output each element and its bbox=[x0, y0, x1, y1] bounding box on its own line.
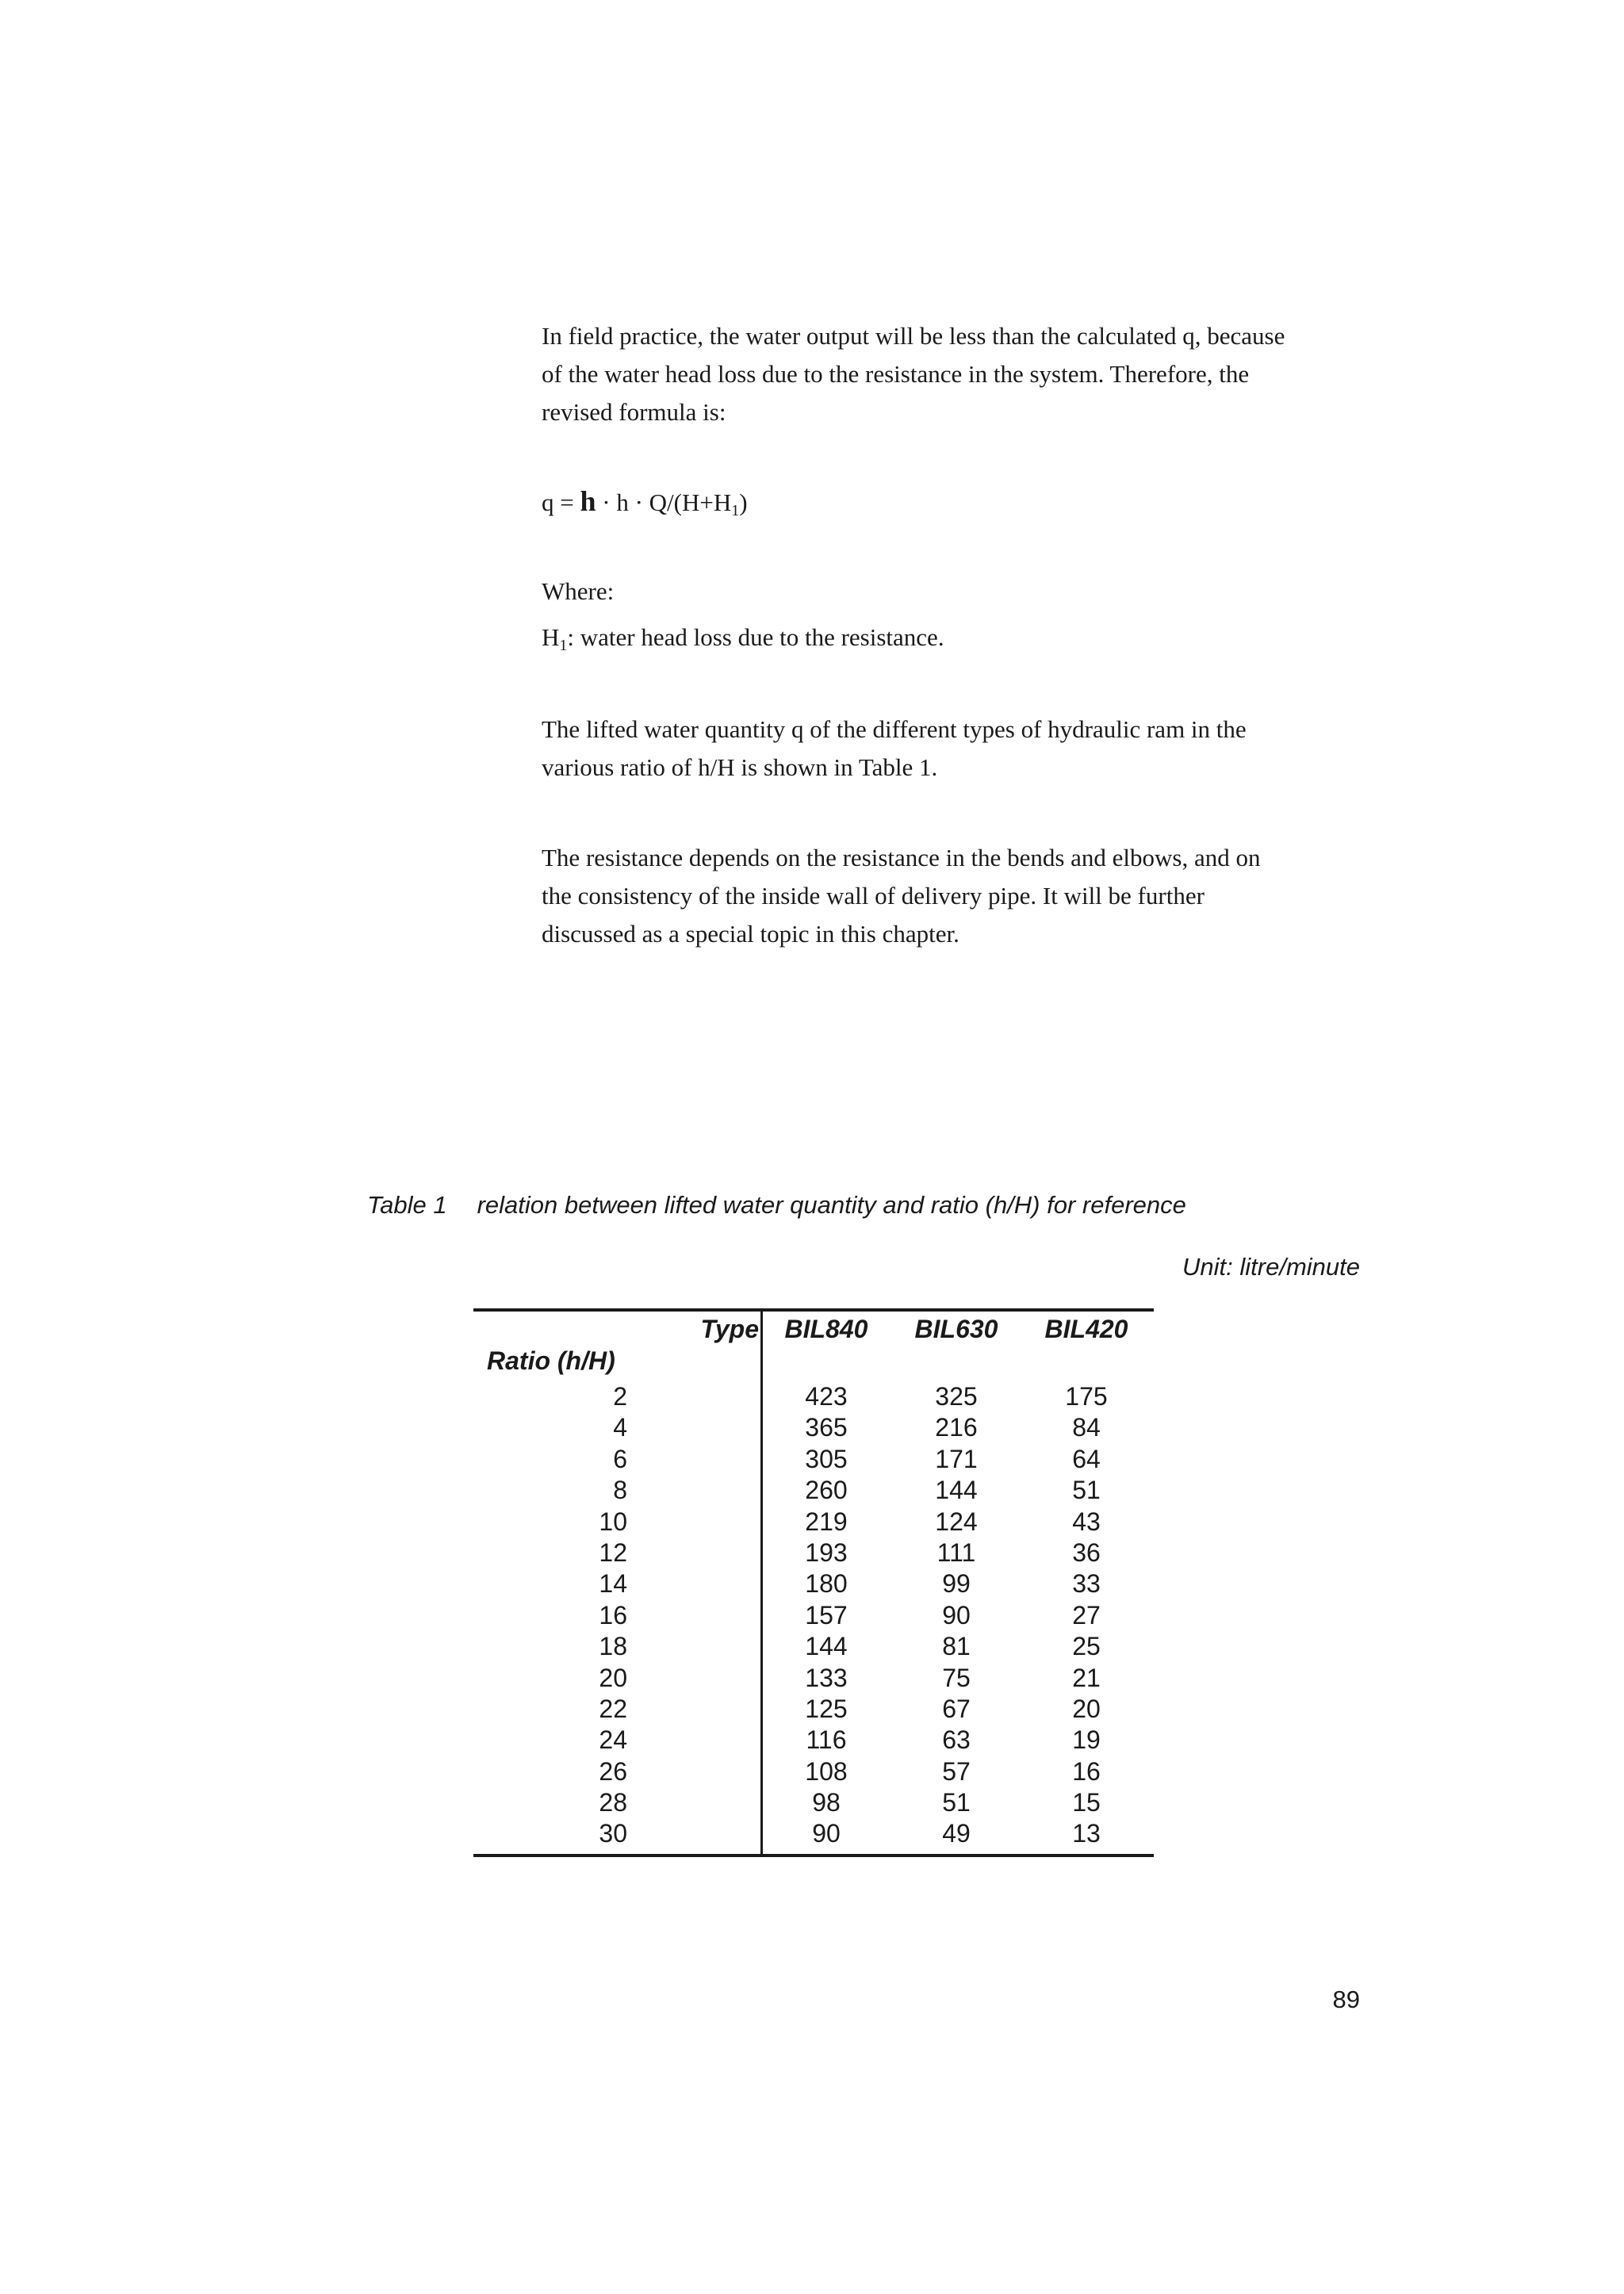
text-line: In field practice, the water output will be less than the calculated q, because bbox=[542, 322, 1285, 350]
table-bottom-rule bbox=[473, 1854, 1154, 1857]
column-header-bil840: BIL840 bbox=[784, 1315, 868, 1343]
paragraph-resistance bbox=[542, 839, 1366, 953]
ratio-cell: 6 bbox=[613, 1444, 627, 1473]
ratio-cell: 22 bbox=[599, 1694, 627, 1723]
value-cell-bil420: 175 bbox=[1065, 1382, 1108, 1411]
where-block bbox=[542, 573, 1366, 657]
h1-subscript: 1 bbox=[559, 637, 568, 654]
header-ratio: Ratio (h/H) bbox=[487, 1346, 615, 1375]
formula-line bbox=[542, 482, 1366, 522]
value-cell-bil630: 75 bbox=[942, 1663, 971, 1692]
table-unit: Unit: litre/minute bbox=[1182, 1253, 1360, 1281]
table-row bbox=[473, 1818, 1154, 1849]
text-line: The lifted water quantity q of the different types of hydraulic ram in the bbox=[542, 715, 1247, 743]
ratio-cell: 20 bbox=[599, 1663, 627, 1692]
value-cell-bil840: 116 bbox=[806, 1725, 847, 1755]
formula-subscript: 1 bbox=[731, 502, 740, 519]
value-cell-bil630: 325 bbox=[935, 1382, 978, 1411]
value-cell-bil630: 171 bbox=[935, 1444, 978, 1473]
where-label: Where: bbox=[542, 577, 615, 605]
table-row bbox=[473, 1475, 1154, 1506]
value-cell-bil630: 111 bbox=[936, 1538, 976, 1567]
value-cell-bil630: 90 bbox=[942, 1600, 971, 1630]
text-line: of the water head loss due to the resistance in the system. Therefore, the bbox=[542, 360, 1250, 388]
value-cell-bil630: 51 bbox=[942, 1788, 971, 1817]
value-cell-bil420: 27 bbox=[1072, 1600, 1101, 1630]
h1-definition bbox=[542, 618, 1366, 657]
value-cell-bil840: 365 bbox=[805, 1413, 848, 1442]
table-caption bbox=[367, 1191, 1186, 1220]
eta-symbol: h bbox=[580, 485, 596, 517]
value-cell-bil840: 219 bbox=[805, 1507, 848, 1536]
table-row bbox=[473, 1568, 1154, 1599]
value-cell-bil840: 260 bbox=[805, 1476, 848, 1505]
value-cell-bil420: 25 bbox=[1072, 1632, 1101, 1661]
value-cell-bil840: 90 bbox=[812, 1819, 841, 1848]
ratio-cell: 4 bbox=[613, 1413, 627, 1442]
value-cell-bil840: 180 bbox=[805, 1569, 848, 1599]
value-cell-bil840: 423 bbox=[805, 1382, 848, 1411]
value-cell-bil630: 63 bbox=[942, 1725, 971, 1755]
value-cell-bil840: 193 bbox=[805, 1538, 848, 1567]
value-cell-bil630: 124 bbox=[935, 1507, 978, 1536]
table-caption-number: Table 1 bbox=[367, 1191, 447, 1219]
value-cell-bil630: 57 bbox=[942, 1756, 971, 1786]
value-cell-bil420: 15 bbox=[1072, 1788, 1101, 1817]
value-cell-bil420: 13 bbox=[1072, 1819, 1101, 1848]
text-line: the consistency of the inside wall of delivery pipe. It will be further bbox=[542, 882, 1205, 910]
formula-lhs: q = bbox=[542, 488, 580, 516]
value-cell-bil840: 157 bbox=[805, 1600, 848, 1630]
table-row bbox=[473, 1538, 1154, 1568]
ratio-cell: 28 bbox=[599, 1788, 627, 1817]
paragraph-field-practice bbox=[542, 317, 1366, 431]
value-cell-bil420: 19 bbox=[1072, 1725, 1101, 1755]
table-body bbox=[473, 1381, 1154, 1850]
value-cell-bil840: 125 bbox=[805, 1694, 848, 1723]
formula bbox=[542, 482, 1366, 522]
header-type: Type bbox=[700, 1315, 759, 1343]
column-header-bil630: BIL630 bbox=[914, 1315, 998, 1343]
column-header-bil420: BIL420 bbox=[1044, 1315, 1128, 1343]
ratio-cell: 14 bbox=[599, 1569, 627, 1599]
value-cell-bil420: 64 bbox=[1072, 1444, 1101, 1473]
ratio-cell: 18 bbox=[599, 1632, 627, 1661]
ratio-cell: 26 bbox=[599, 1756, 627, 1786]
h1-symbol: H bbox=[542, 623, 560, 651]
ratio-cell: 24 bbox=[599, 1725, 627, 1755]
ratio-cell: 12 bbox=[599, 1538, 627, 1567]
value-cell-bil840: 133 bbox=[805, 1663, 848, 1692]
value-cell-bil420: 51 bbox=[1072, 1476, 1101, 1505]
table-row bbox=[473, 1787, 1154, 1818]
value-cell-bil630: 216 bbox=[935, 1413, 978, 1442]
ratio-cell: 30 bbox=[599, 1819, 627, 1848]
table-caption-text: relation between lifted water quantity and ratio (h/H) for reference bbox=[477, 1191, 1186, 1219]
ratio-cell: 16 bbox=[599, 1600, 627, 1630]
h1-text: : water head loss due to the resistance. bbox=[567, 623, 944, 651]
table-row bbox=[473, 1507, 1154, 1538]
text-line: discussed as a special topic in this chapter. bbox=[542, 920, 959, 948]
text-line: revised formula is: bbox=[542, 398, 726, 426]
text-line: various ratio of h/H is shown in Table 1. bbox=[542, 753, 938, 781]
value-cell-bil630: 99 bbox=[942, 1569, 971, 1599]
value-cell-bil840: 108 bbox=[805, 1756, 848, 1786]
paragraph-lifted-quantity bbox=[542, 710, 1366, 787]
value-cell-bil840: 144 bbox=[805, 1632, 848, 1661]
formula-rest: · h · Q/(H+H bbox=[596, 488, 732, 516]
table-row bbox=[473, 1444, 1154, 1475]
value-cell-bil840: 305 bbox=[805, 1444, 848, 1473]
page-number: 89 bbox=[1332, 1986, 1360, 2013]
table-top-rule bbox=[473, 1308, 1154, 1312]
value-cell-bil420: 84 bbox=[1072, 1413, 1101, 1442]
table-row bbox=[473, 1381, 1154, 1412]
table-row bbox=[473, 1412, 1154, 1443]
value-cell-bil420: 20 bbox=[1072, 1694, 1101, 1723]
value-cell-bil630: 49 bbox=[942, 1819, 971, 1848]
value-cell-bil840: 98 bbox=[812, 1788, 841, 1817]
ratio-cell: 10 bbox=[599, 1507, 627, 1536]
ratio-cell: 2 bbox=[613, 1382, 627, 1411]
table-row bbox=[473, 1725, 1154, 1756]
value-cell-bil630: 144 bbox=[935, 1476, 978, 1505]
value-cell-bil420: 21 bbox=[1072, 1663, 1101, 1692]
value-cell-bil420: 16 bbox=[1072, 1756, 1101, 1786]
value-cell-bil420: 33 bbox=[1072, 1569, 1101, 1599]
value-cell-bil420: 43 bbox=[1072, 1507, 1101, 1536]
value-cell-bil630: 67 bbox=[942, 1694, 971, 1723]
table-row bbox=[473, 1631, 1154, 1662]
table-row bbox=[473, 1663, 1154, 1694]
value-cell-bil630: 81 bbox=[942, 1632, 971, 1661]
table-row bbox=[473, 1756, 1154, 1787]
formula-close: ) bbox=[739, 488, 748, 516]
ratio-cell: 8 bbox=[613, 1476, 627, 1505]
text-line: The resistance depends on the resistance in the bends and elbows, and on bbox=[542, 844, 1261, 871]
table-row bbox=[473, 1600, 1154, 1631]
value-cell-bil420: 36 bbox=[1072, 1538, 1101, 1567]
table-row bbox=[473, 1694, 1154, 1725]
